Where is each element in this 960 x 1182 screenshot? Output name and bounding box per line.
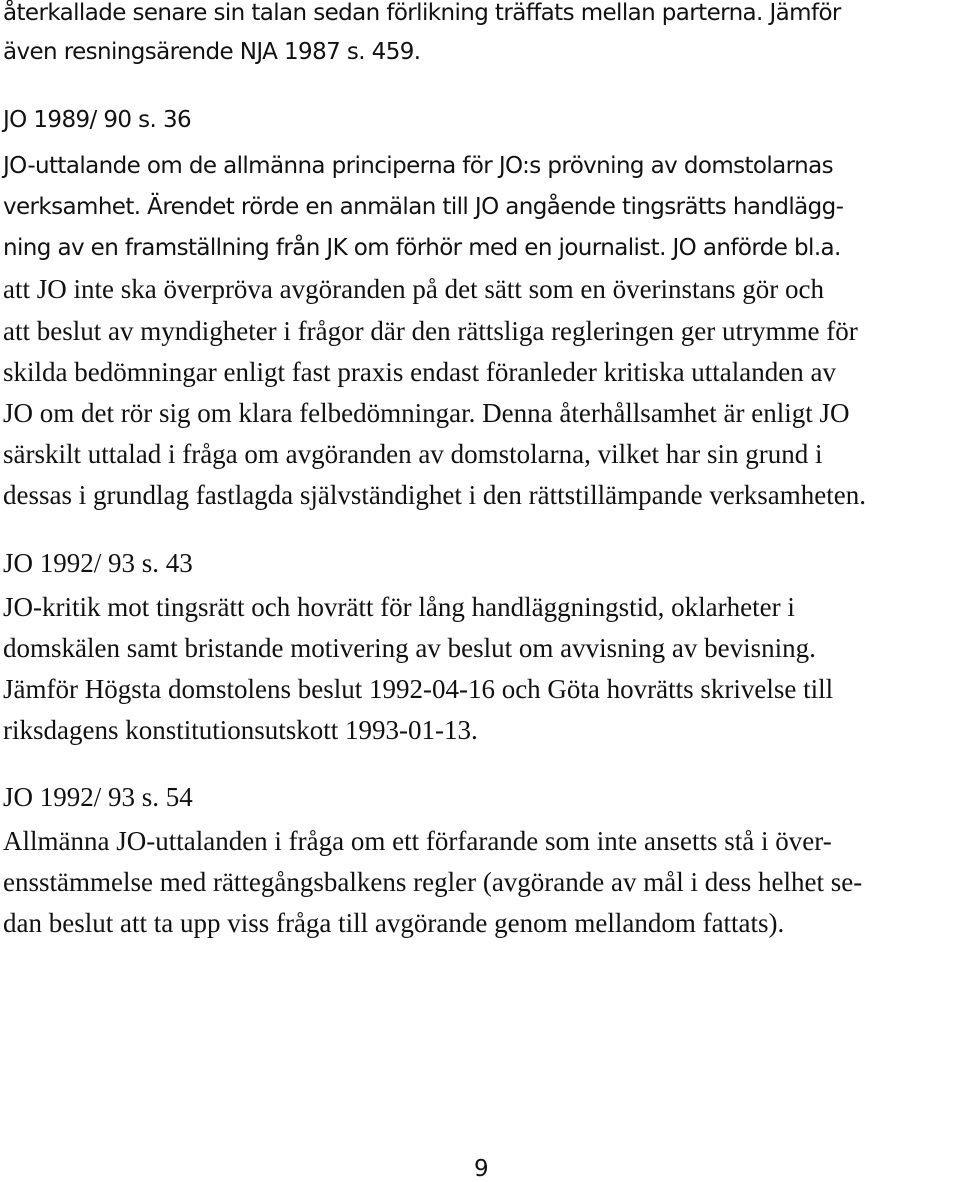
- page-number: 9: [474, 1156, 489, 1182]
- paragraph-line: Allmänna JO-uttalanden i fråga om ett förfarande som inte ansetts stå i över-: [3, 826, 832, 856]
- paragraph-line: domskälen samt bristande motivering av beslut om avvisning av bevisning.: [3, 633, 816, 663]
- case-heading: JO 1989/ 90 s. 36: [3, 107, 192, 133]
- paragraph-line: JO-uttalande om de allmänna principerna för JO:s prövning av domstolarnas: [3, 153, 833, 179]
- paragraph-line: Jämför Högsta domstolens beslut 1992-04-16 och Göta hovrätts skrivelse till: [3, 674, 834, 704]
- paragraph-line: dan beslut att ta upp viss fråga till avgörande genom mellandom fattats).: [3, 908, 785, 938]
- paragraph-line: JO-kritik mot tingsrätt och hovrätt för lång handläggningstid, oklarheter i: [3, 592, 795, 622]
- paragraph-line: att beslut av myndigheter i frågor där den rättsliga regleringen ger utrymme för: [3, 316, 858, 346]
- paragraph-line: att JO inte ska överpröva avgöranden på det sätt som en överinstans gör och: [3, 274, 825, 304]
- paragraph-line: riksdagens konstitutionsutskott 1993-01-13.: [3, 715, 478, 745]
- paragraph-line: återkallade senare sin talan sedan förlikning träffats mellan parterna. Jämför: [3, 0, 841, 26]
- paragraph-line: särskilt uttalad i fråga om avgöranden av domstolarna, vilket har sin grund i: [3, 439, 823, 469]
- paragraph-line: ning av en framställning från JK om förhör med en journalist. JO anförde bl.a.: [3, 235, 841, 261]
- paragraph-line: dessas i grundlag fastlagda självständighet i den rättstillämpande verksamheten.: [3, 480, 867, 510]
- paragraph-line: skilda bedömningar enligt fast praxis endast föranleder kritiska uttalanden av: [3, 357, 836, 387]
- case-heading: JO 1992/ 93 s. 54: [3, 782, 193, 812]
- paragraph-line: även resningsärende NJA 1987 s. 459.: [3, 39, 421, 65]
- case-heading: JO 1992/ 93 s. 43: [3, 548, 193, 578]
- paragraph-line: verksamhet. Ärendet rörde en anmälan till JO angående tingsrätts handlägg-: [3, 194, 844, 220]
- paragraph-line: JO om det rör sig om klara felbedömningar. Denna återhållsamhet är enligt JO: [3, 398, 850, 428]
- paragraph-line: ensstämmelse med rättegångsbalkens regler (avgörande av mål i dess helhet se-: [3, 867, 863, 897]
